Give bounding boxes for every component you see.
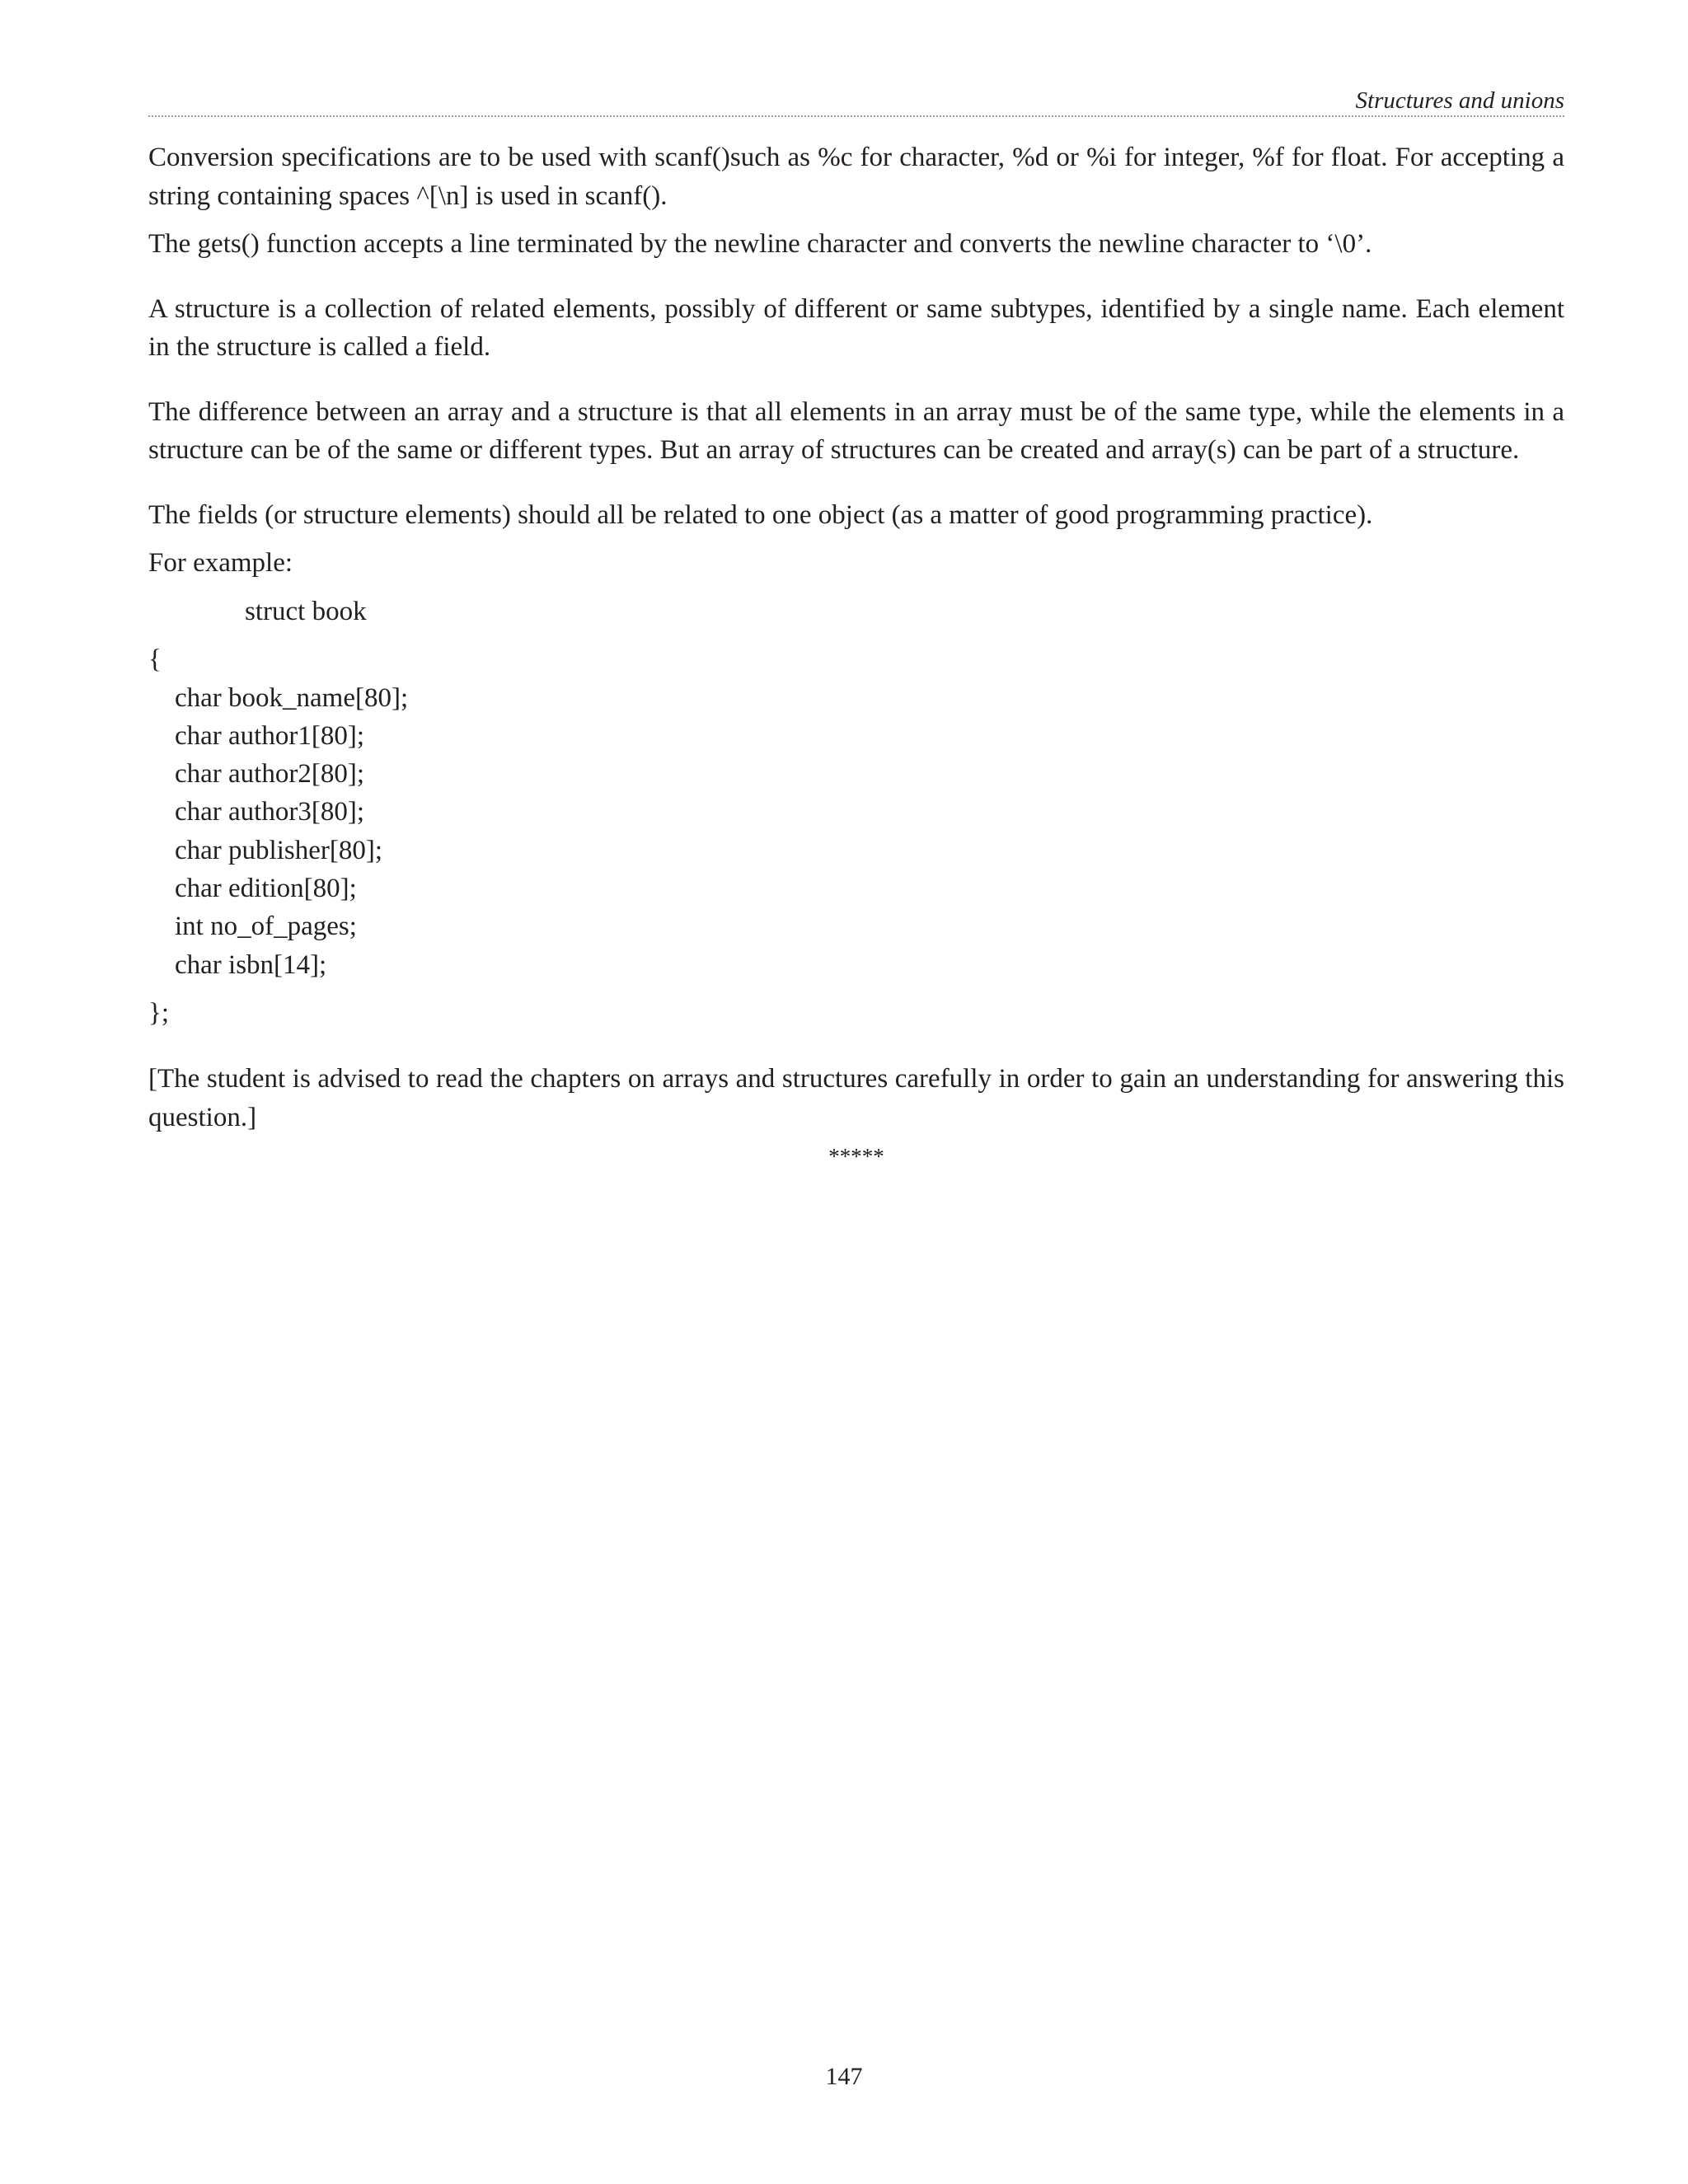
section-separator: ***** [828,1144,884,1169]
code-line: char book_name[80]; [175,682,409,713]
paragraph-conversion-specifications: Conversion specifications are to be used with scanf()such as %c for character, %d or %i for integer, %f for float. For accepting a string containing spaces ^[\n] is used in scanf(). [148,143,1564,211]
code-line: char isbn[14]; [175,949,327,980]
paragraph-for-example: For example: [148,548,293,578]
code-line: int no_of_pages; [175,912,357,942]
paragraph-structure-definition: A structure is a collection of related elements, possibly of different or same subtypes, identified by a single name. Each element in the structure is called a field. [148,293,1564,362]
paragraph-fields-related: The fields (or structure elements) should all be related to one object (as a matter of good programming practice). [148,499,1373,530]
paragraph-array-vs-structure: The difference between an array and a structure is that all elements in an array must be of the same type, while the elements in a structure can be of the same or different types. But an array of structures can be created and array(s) can be part of a structure. [148,396,1564,465]
code-line: char author1[80]; [175,720,364,751]
code-field-list [148,679,1564,984]
code-example [148,593,1564,1033]
page-number: 147 [825,2063,863,2090]
code-close-brace: }; [148,997,170,1028]
code-line: char publisher[80]; [175,835,382,865]
code-struct-title: struct book [245,596,367,626]
code-line: char edition[80]; [175,873,357,903]
code-open-brace: { [148,644,162,674]
paragraph-student-advice: [The student is advised to read the chapters on arrays and structures carefully in order to gain an understanding for answering this question.] [148,1064,1564,1132]
page-body [148,138,1564,1173]
paragraph-gets-function: The gets() function accepts a line terminated by the newline character and converts the newline character to ‘\0’. [148,229,1372,259]
code-line: char author2[80]; [175,759,364,790]
running-header: Structures and unions [148,86,1564,117]
code-line: char author3[80]; [175,797,364,827]
